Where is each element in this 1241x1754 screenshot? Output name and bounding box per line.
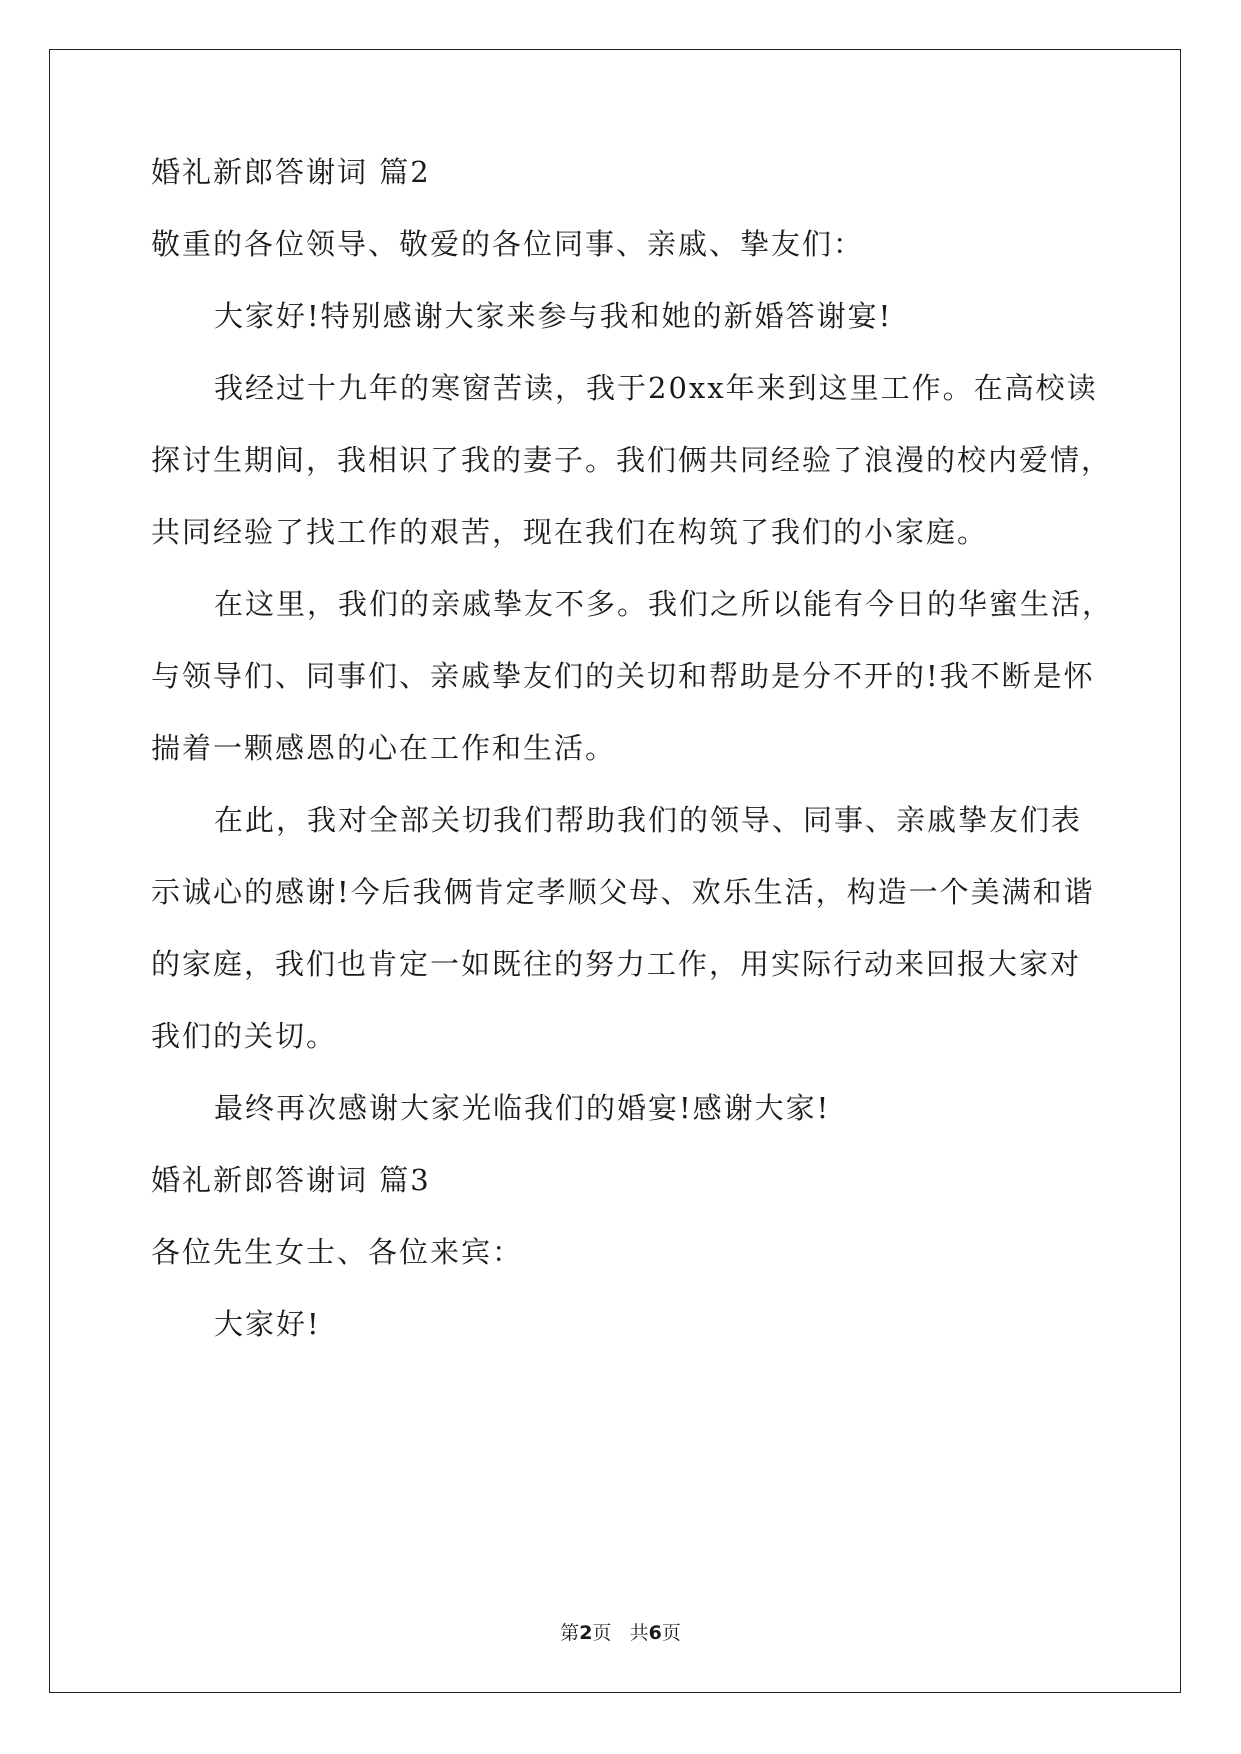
paragraph-line: 我们的关切。 xyxy=(151,1019,338,1053)
paragraph-line: 与领导们、同事们、亲戚挚友们的关切和帮助是分不开的!我不断是怀 xyxy=(151,659,1095,693)
paragraph-line: 共同经验了找工作的艰苦，现在我们在构筑了我们的小家庭。 xyxy=(151,515,989,549)
paragraph-line: 大家好! xyxy=(214,1307,321,1341)
salutation: 各位先生女士、各位来宾： xyxy=(151,1235,524,1269)
paragraph-line: 大家好!特别感谢大家来参与我和她的新婚答谢宴! xyxy=(214,299,893,333)
paragraph-line: 最终再次感谢大家光临我们的婚宴!感谢大家! xyxy=(214,1091,831,1125)
page-current: 2 xyxy=(579,1622,593,1644)
page-prefix: 第 xyxy=(560,1622,580,1644)
section-heading: 婚礼新郎答谢词 篇2 xyxy=(151,155,431,189)
paragraph-line: 的家庭，我们也肯定一如既往的努力工作，用实际行动来回报大家对 xyxy=(151,947,1082,981)
paragraph-line: 在这里，我们的亲戚挚友不多。我们之所以能有今日的华蜜生活， xyxy=(214,587,1114,621)
paragraph-line: 我经过十九年的寒窗苦读，我于20xx年来到这里工作。在高校读 xyxy=(214,371,1098,405)
paragraph-line: 揣着一颗感恩的心在工作和生活。 xyxy=(151,731,617,765)
salutation: 敬重的各位领导、敬爱的各位同事、亲戚、挚友们： xyxy=(151,227,865,261)
total-prefix: 共 xyxy=(629,1622,649,1644)
paragraph-line: 探讨生期间，我相识了我的妻子。我们俩共同经验了浪漫的校内爱情， xyxy=(151,443,1113,477)
page-total: 6 xyxy=(648,1622,662,1644)
paragraph-line: 示诚心的感谢!今后我俩肯定孝顺父母、欢乐生活，构造一个美满和谐 xyxy=(151,875,1095,909)
page-suffix: 页 xyxy=(592,1622,612,1644)
paragraph-line: 在此，我对全部关切我们帮助我们的领导、同事、亲戚挚友们表 xyxy=(214,803,1083,837)
section-heading: 婚礼新郎答谢词 篇3 xyxy=(151,1163,431,1197)
page-footer xyxy=(0,1620,1241,1646)
total-suffix: 页 xyxy=(661,1622,681,1644)
